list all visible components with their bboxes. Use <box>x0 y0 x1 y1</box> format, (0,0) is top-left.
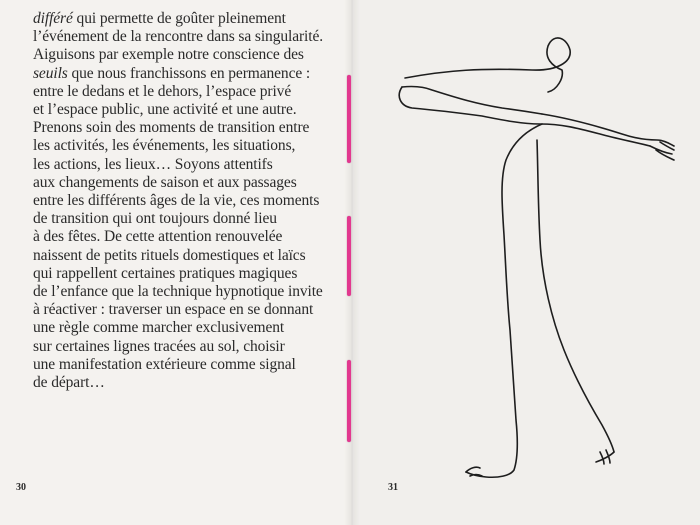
binding-thread <box>347 75 351 163</box>
page-number-left: 30 <box>16 482 26 493</box>
text-line: Prenons soin des moments de transition entre <box>33 119 310 137</box>
text-span: qui permette de goûter pleinement <box>72 10 286 27</box>
text-line <box>33 10 333 28</box>
text-line: entre les différents âges de la vie, ces moments <box>33 192 320 210</box>
text-line: à réactiver : traverser un espace en se donnant <box>33 301 314 319</box>
figure-back-line <box>402 86 542 114</box>
figure-drawing <box>352 0 700 525</box>
text-line: les activités, les événements, les situations, <box>33 137 296 155</box>
text-line: l’événement de la rencontre dans sa singularité. <box>33 28 324 46</box>
text-line: Aiguisons par exemple notre conscience des <box>33 46 304 64</box>
page-number-right: 31 <box>388 482 398 493</box>
italic-term: différé <box>33 10 73 27</box>
text-span: que nous franchissons en permanence : <box>67 64 311 82</box>
text-line: de transition qui ont toujours donné lieu <box>33 210 277 228</box>
text-line: qui rappellent certaines pratiques magiques <box>33 264 298 282</box>
text-line: à des fêtes. De cette attention renouvelée <box>33 228 283 246</box>
figure-back-leg <box>537 140 614 452</box>
italic-term: seuils <box>33 64 68 82</box>
body-text <box>33 10 333 392</box>
figure-arm <box>542 114 674 146</box>
text-line: entre le dedans et le dehors, l’espace privé <box>33 82 292 100</box>
figure-upper-arm-line <box>405 38 570 92</box>
text-line: une règle comme marcher exclusivement <box>33 319 285 337</box>
figure-front-leg <box>466 124 542 477</box>
text-line: de l’enfance que la technique hypnotique invite <box>33 283 323 301</box>
text-line: sur certaines lignes tracées au sol, choisir <box>33 337 285 355</box>
text-line: et l’espace public, une activité et une autre. <box>33 101 297 119</box>
figure-head-torso <box>399 87 650 146</box>
figure-foot-back <box>466 467 482 476</box>
text-line: de départ… <box>33 374 105 392</box>
text-line <box>33 65 333 83</box>
text-line: aux changements de saison et aux passages <box>33 173 297 191</box>
figure-foot-front <box>596 450 614 464</box>
binding-thread <box>347 360 351 442</box>
text-line: une manifestation extérieure comme signal <box>33 355 296 373</box>
binding-thread <box>347 216 351 296</box>
text-line: les actions, les lieux… Soyons attentifs <box>33 155 273 173</box>
text-line: naissent de petits rituels domestiques et laïcs <box>33 246 306 264</box>
